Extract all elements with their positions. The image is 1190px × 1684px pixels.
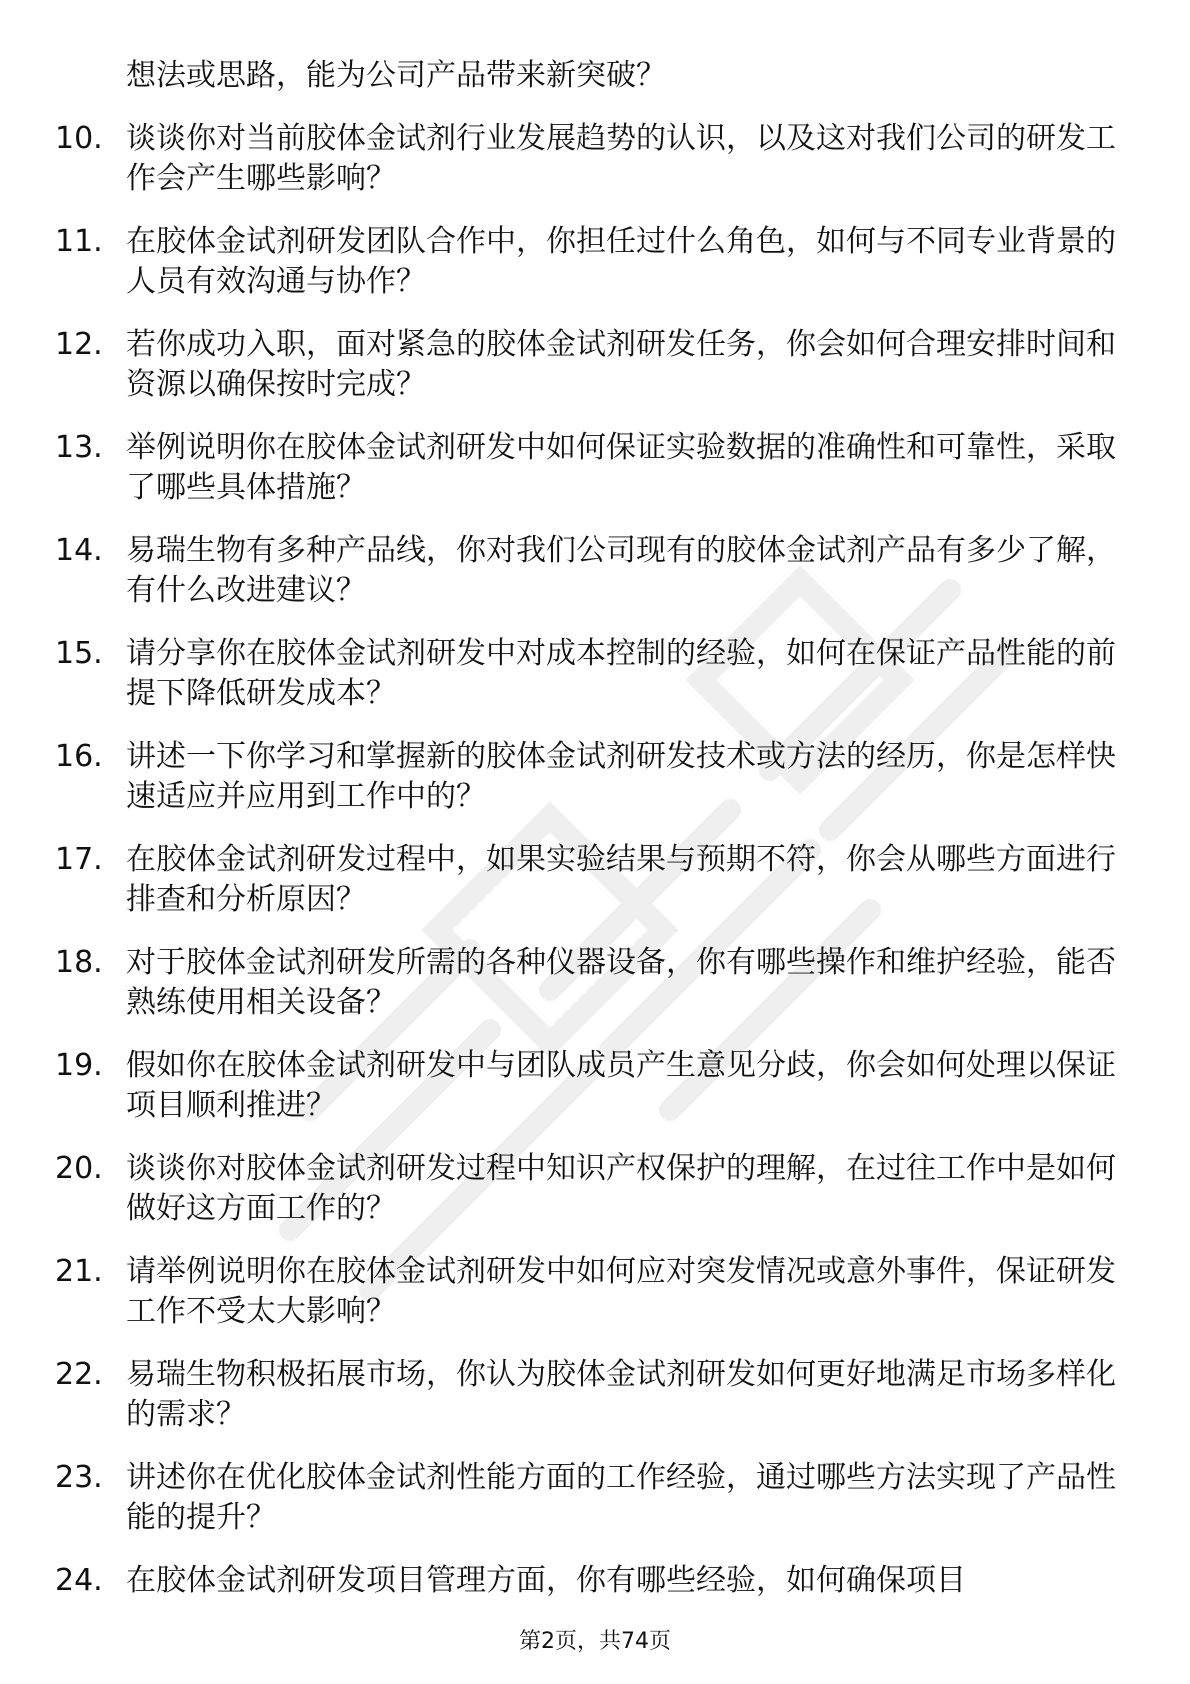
question-item [0, 737, 1116, 817]
question-item [0, 119, 1116, 199]
question-text: 举例说明你在胶体金试剂研发中如何保证实验数据的准确性和可靠性，采取了哪些具体措施？ [126, 430, 1116, 505]
question-number: 17. [55, 842, 103, 877]
question-number: 12. [55, 327, 103, 362]
question-text: 若你成功入职，面对紧急的胶体金试剂研发任务，你会如何合理安排时间和资源以确保按时完成？ [126, 327, 1116, 402]
question-item [0, 1149, 1116, 1229]
question-text: 假如你在胶体金试剂研发中与团队成员产生意见分歧，你会如何处理以保证项目顺利推进？ [126, 1048, 1116, 1123]
question-number: 16. [55, 739, 103, 774]
question-number: 22. [55, 1357, 103, 1392]
question-list [0, 56, 1190, 1624]
question-text: 易瑞生物积极拓展市场，你认为胶体金试剂研发如何更好地满足市场多样化的需求？ [126, 1357, 1116, 1432]
question-text: 在胶体金试剂研发项目管理方面，你有哪些经验，如何确保项目 [126, 1563, 966, 1598]
question-number: 10. [55, 121, 103, 156]
question-text: 对于胶体金试剂研发所需的各种仪器设备，你有哪些操作和维护经验，能否熟练使用相关设备？ [126, 945, 1116, 1020]
question-number: 13. [55, 430, 103, 465]
question-item [0, 1355, 1116, 1435]
question-number: 11. [55, 224, 103, 259]
question-number: 18. [55, 945, 103, 980]
question-number: 19. [55, 1048, 103, 1083]
question-item [0, 943, 1116, 1023]
question-text: 讲述你在优化胶体金试剂性能方面的工作经验，通过哪些方法实现了产品性能的提升？ [126, 1460, 1116, 1535]
question-item [0, 840, 1116, 920]
question-item [0, 531, 1116, 611]
question-item [0, 1561, 1116, 1601]
question-item [0, 1458, 1116, 1538]
continuation-text: 想法或思路，能为公司产品带来新突破？ [126, 58, 666, 93]
question-text: 请举例说明你在胶体金试剂研发中如何应对突发情况或意外事件，保证研发工作不受太大影响？ [126, 1254, 1116, 1329]
question-number: 20. [55, 1151, 103, 1186]
question-item [0, 428, 1116, 508]
question-text: 易瑞生物有多种产品线，你对我们公司现有的胶体金试剂产品有多少了解，有什么改进建议？ [126, 533, 1116, 608]
question-text: 谈谈你对当前胶体金试剂行业发展趋势的认识，以及这对我们公司的研发工作会产生哪些影响？ [126, 121, 1116, 196]
question-item [0, 634, 1116, 714]
question-text: 谈谈你对胶体金试剂研发过程中知识产权保护的理解，在过往工作中是如何做好这方面工作的？ [126, 1151, 1116, 1226]
question-text: 讲述一下你学习和掌握新的胶体金试剂研发技术或方法的经历，你是怎样快速适应并应用到工作中的？ [126, 739, 1116, 814]
question-item [0, 325, 1116, 405]
question-item [0, 1252, 1116, 1332]
question-item [0, 222, 1116, 302]
question-number: 15. [55, 636, 103, 671]
page-number-label: 第2页，共74页 [519, 1629, 671, 1654]
question-item [0, 1046, 1116, 1126]
page-footer [0, 1627, 1190, 1657]
question-number: 14. [55, 533, 103, 568]
question-number: 24. [55, 1563, 103, 1598]
question-number: 23. [55, 1460, 103, 1495]
question-number: 21. [55, 1254, 103, 1289]
question-text: 在胶体金试剂研发过程中，如果实验结果与预期不符，你会从哪些方面进行排查和分析原因？ [126, 842, 1116, 917]
question-text: 在胶体金试剂研发团队合作中，你担任过什么角色，如何与不同专业背景的人员有效沟通与协作？ [126, 224, 1116, 299]
question-text: 请分享你在胶体金试剂研发中对成本控制的经验，如何在保证产品性能的前提下降低研发成本？ [126, 636, 1116, 711]
